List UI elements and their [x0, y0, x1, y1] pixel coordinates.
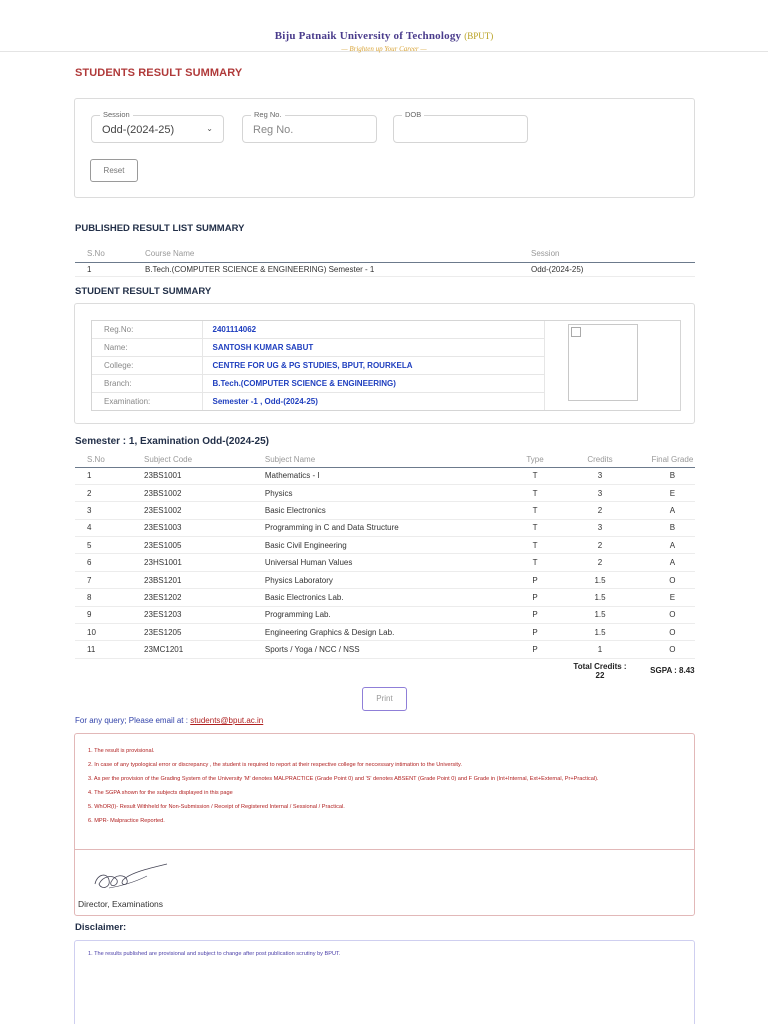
row-sno: 4 — [75, 519, 144, 536]
marks-row — [75, 589, 695, 606]
note-item: 3. As per the provision of the Grading System of the University 'M' denotes MALPRACTICE (Grade Point 0) and 'S' denotes ABSENT (Grade Point 0) and F Grade in (Int+Internal, Ext+External, Pr+Practical). — [88, 776, 599, 782]
row-subject-code: 23ES1203 — [144, 606, 265, 623]
row-sno: 5 — [75, 537, 144, 554]
row-subject-name: Basic Civil Engineering — [265, 537, 520, 554]
row-sno: 3 — [75, 502, 144, 519]
regno-field[interactable] — [242, 110, 377, 143]
row-subject-code: 23BS1001 — [144, 467, 265, 484]
site-header — [0, 0, 768, 52]
page-title: STUDENTS RESULT SUMMARY — [75, 67, 243, 79]
print-button[interactable]: Print — [362, 687, 407, 711]
row-type: T — [520, 502, 550, 519]
published-session: Odd-(2024-25) — [519, 262, 695, 276]
row-type: P — [520, 606, 550, 623]
row-final-grade: A — [650, 554, 695, 571]
info-row-regno — [92, 321, 544, 339]
row-final-grade: B — [650, 519, 695, 536]
row-type: T — [520, 484, 550, 501]
chevron-down-icon: ⌄ — [206, 124, 213, 133]
row-subject-code: 23BS1002 — [144, 484, 265, 501]
totals-spacer — [144, 658, 265, 682]
note-item: 5. WhOR(I)- Result Withheld for Non-Submission / Receipt of Registered Internal / Sessional / Practical. — [88, 804, 345, 810]
row-final-grade: E — [650, 589, 695, 606]
row-final-grade: O — [650, 571, 695, 588]
row-sno: 8 — [75, 589, 144, 606]
regno-label: Reg No. — [251, 110, 285, 119]
col-subject-name: Subject Name — [265, 453, 520, 467]
published-sno: 1 — [75, 262, 133, 276]
row-subject-code: 23HS1001 — [144, 554, 265, 571]
row-subject-code: 23MC1201 — [144, 641, 265, 658]
photo-divider — [544, 321, 545, 410]
brand-line — [0, 26, 768, 44]
row-type: T — [520, 554, 550, 571]
notes-card — [74, 733, 695, 916]
row-credits: 3 — [550, 519, 650, 536]
director-signature — [91, 862, 171, 894]
university-abbr: (BPUT) — [464, 31, 494, 41]
marks-row — [75, 554, 695, 571]
published-row[interactable] — [75, 262, 695, 276]
regno-key: Reg.No: — [92, 321, 202, 339]
reset-button[interactable]: Reset — [90, 159, 138, 182]
row-type: P — [520, 571, 550, 588]
row-subject-name: Sports / Yoga / NCC / NSS — [265, 641, 520, 658]
totals-spacer — [265, 658, 520, 682]
row-subject-name: Basic Electronics — [265, 502, 520, 519]
regno-value: 2401114062 — [202, 321, 544, 339]
row-type: P — [520, 589, 550, 606]
row-subject-code: 23ES1205 — [144, 624, 265, 641]
totals-row — [75, 658, 695, 682]
col-credits: Credits — [550, 453, 650, 467]
director-label: Director, Examinations — [78, 899, 164, 909]
info-row-branch — [92, 374, 544, 392]
published-course: B.Tech.(COMPUTER SCIENCE & ENGINEERING) Semester - 1 — [133, 262, 519, 276]
row-credits: 1.5 — [550, 624, 650, 641]
row-final-grade: O — [650, 606, 695, 623]
name-key: Name: — [92, 339, 202, 357]
row-subject-name: Universal Human Values — [265, 554, 520, 571]
session-value: Odd-(2024-25) — [102, 124, 175, 136]
college-value: CENTRE FOR UG & PG STUDIES, BPUT, ROURKELA — [202, 357, 544, 375]
row-subject-code: 23ES1002 — [144, 502, 265, 519]
col-type: Type — [520, 453, 550, 467]
semester-title: Semester : 1, Examination Odd-(2024-25) — [75, 436, 269, 447]
note-item: 4. The SGPA shown for the subjects displayed in this page — [88, 790, 233, 796]
marks-row — [75, 519, 695, 536]
broken-image-icon — [571, 327, 581, 337]
row-subject-code: 23ES1003 — [144, 519, 265, 536]
row-credits: 1.5 — [550, 589, 650, 606]
row-subject-name: Mathematics - I — [265, 467, 520, 484]
totals-spacer — [75, 658, 144, 682]
col-course: Course Name — [133, 246, 519, 262]
row-subject-code: 23BS1201 — [144, 571, 265, 588]
disclaimer-card — [74, 940, 695, 1024]
row-sno: 2 — [75, 484, 144, 501]
student-photo — [568, 324, 638, 401]
marks-table — [75, 453, 695, 682]
row-sno: 7 — [75, 571, 144, 588]
row-subject-name: Engineering Graphics & Design Lab. — [265, 624, 520, 641]
info-row-name — [92, 339, 544, 357]
name-value: SANTOSH KUMAR SABUT — [202, 339, 544, 357]
note-item: 2. In case of any typological error or discrepancy , the student is required to report at their respective college for neccessary intimation to the University. — [88, 762, 462, 768]
marks-row — [75, 537, 695, 554]
note-item: 1. The result is provisional. — [88, 748, 155, 754]
row-sno: 11 — [75, 641, 144, 658]
row-credits: 3 — [550, 484, 650, 501]
disclaimer-title: Disclaimer: — [75, 922, 127, 933]
exam-value: Semester -1 , Odd-(2024-25) — [212, 396, 318, 406]
row-credits: 2 — [550, 554, 650, 571]
row-type: T — [520, 537, 550, 554]
branch-key: Branch: — [92, 374, 202, 392]
row-sno: 1 — [75, 467, 144, 484]
session-label: Session — [100, 110, 133, 119]
row-final-grade: A — [650, 537, 695, 554]
col-final-grade: Final Grade — [650, 453, 695, 467]
student-info-box — [91, 320, 681, 411]
row-type: P — [520, 624, 550, 641]
published-table — [75, 246, 695, 277]
row-type: P — [520, 641, 550, 658]
marks-row — [75, 571, 695, 588]
dob-label: DOB — [402, 110, 424, 119]
disclaimer-text: 1. The results published are provisional and subject to change after post publication scrutiny by BPUT. — [88, 951, 341, 957]
row-subject-name: Programming Lab. — [265, 606, 520, 623]
published-title: PUBLISHED RESULT LIST SUMMARY — [75, 223, 245, 234]
row-sno: 9 — [75, 606, 144, 623]
session-select[interactable] — [91, 110, 224, 143]
student-title: STUDENT RESULT SUMMARY — [75, 286, 212, 297]
row-type: T — [520, 467, 550, 484]
row-subject-name: Programming in C and Data Structure — [265, 519, 520, 536]
row-credits: 3 — [550, 467, 650, 484]
col-sno: S.No — [75, 246, 133, 262]
college-key: College: — [92, 357, 202, 375]
row-credits: 2 — [550, 537, 650, 554]
student-info-table — [92, 321, 544, 410]
info-row-college — [92, 357, 544, 375]
col-subject-code: Subject Code — [144, 453, 265, 467]
marks-row — [75, 502, 695, 519]
notes-list — [75, 734, 694, 850]
marks-row — [75, 484, 695, 501]
row-credits: 1.5 — [550, 571, 650, 588]
query-line — [75, 716, 263, 725]
row-final-grade: B — [650, 467, 695, 484]
row-type: T — [520, 519, 550, 536]
query-text: For any query; Please email at : — [75, 716, 188, 725]
row-sno: 6 — [75, 554, 144, 571]
published-header-row — [75, 246, 695, 262]
dob-field[interactable] — [393, 110, 528, 143]
row-final-grade: O — [650, 641, 695, 658]
tagline: — Brighten up Your Career — — [341, 45, 427, 53]
col-session: Session — [519, 246, 695, 262]
marks-header-row — [75, 453, 695, 467]
totals-spacer — [520, 658, 550, 682]
total-credits-label: Total Credits : — [573, 661, 627, 671]
marks-row — [75, 606, 695, 623]
filter-card — [74, 98, 695, 198]
col-sno: S.No — [75, 453, 144, 467]
marks-row — [75, 467, 695, 484]
total-credits — [550, 658, 650, 682]
note-item: 6. MPR- Malpractice Reported. — [88, 818, 165, 824]
row-subject-code: 23ES1005 — [144, 537, 265, 554]
row-subject-code: 23ES1202 — [144, 589, 265, 606]
row-credits: 1.5 — [550, 606, 650, 623]
row-subject-name: Physics — [265, 484, 520, 501]
regno-placeholder: Reg No. — [253, 124, 294, 136]
row-final-grade: A — [650, 502, 695, 519]
total-credits-value: 22 — [595, 670, 605, 680]
support-email-link[interactable]: students@bput.ac.in — [190, 716, 264, 725]
row-credits: 1 — [550, 641, 650, 658]
exam-key: Examination: — [92, 392, 202, 410]
marks-row — [75, 641, 695, 658]
row-final-grade: E — [650, 484, 695, 501]
student-info-card — [74, 303, 695, 424]
row-final-grade: O — [650, 624, 695, 641]
info-row-exam — [92, 392, 544, 410]
branch-value: B.Tech.(COMPUTER SCIENCE & ENGINEERING) — [202, 374, 544, 392]
row-sno: 10 — [75, 624, 144, 641]
row-subject-name: Physics Laboratory — [265, 571, 520, 588]
row-subject-name: Basic Electronics Lab. — [265, 589, 520, 606]
university-name[interactable]: Biju Patnaik University of Technology — [274, 30, 462, 42]
sgpa-value: SGPA : 8.43 — [650, 666, 695, 676]
row-credits: 2 — [550, 502, 650, 519]
marks-row — [75, 624, 695, 641]
